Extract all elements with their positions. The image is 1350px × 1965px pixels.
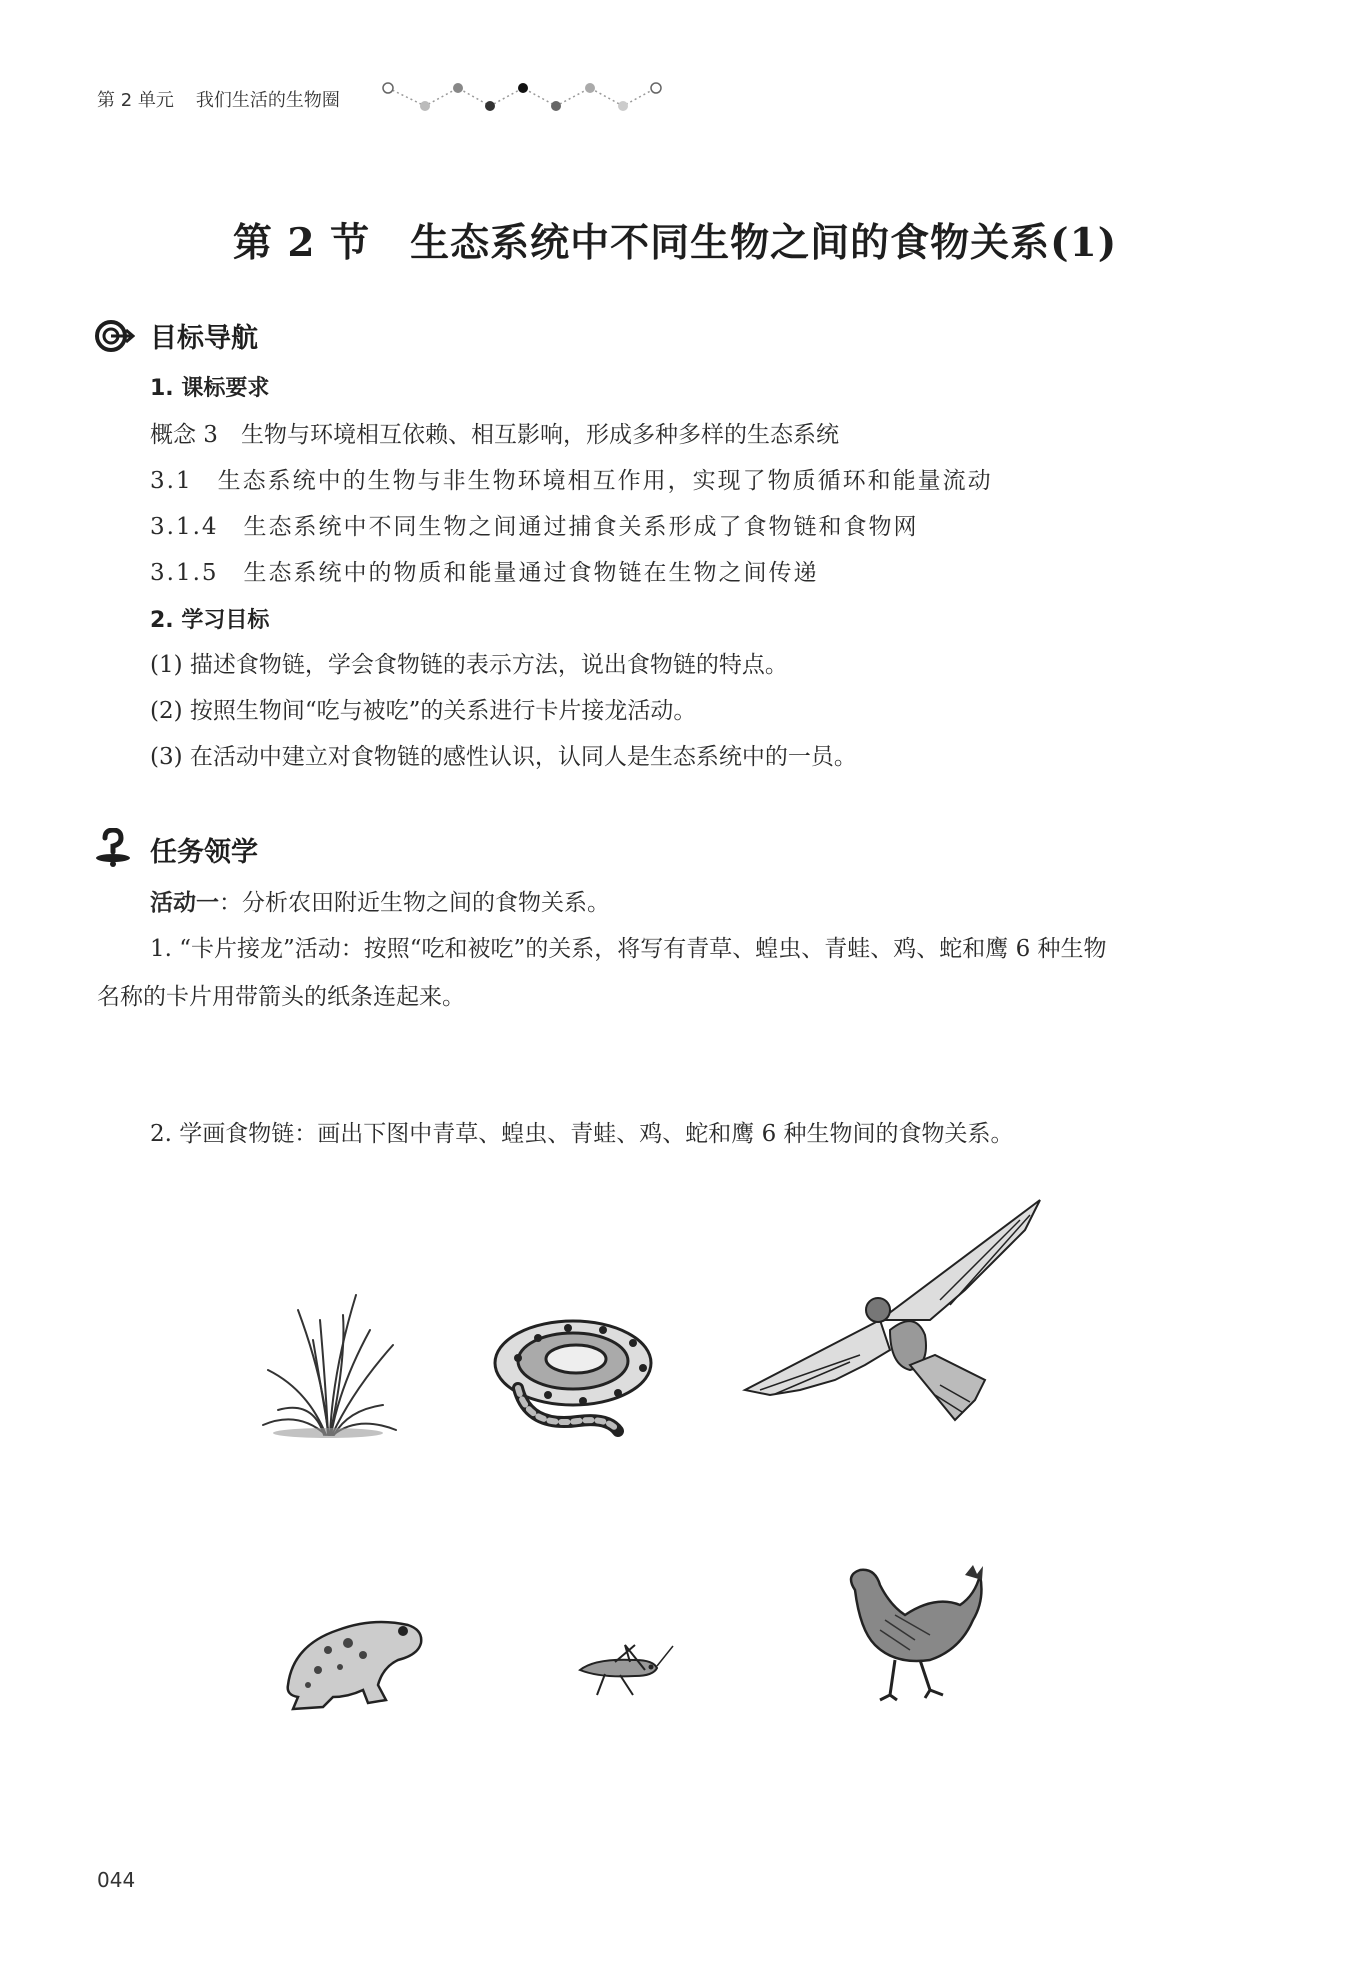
- page-number: 044: [97, 1868, 136, 1892]
- grasshopper-illustration: [575, 1640, 675, 1700]
- frog-illustration: [278, 1605, 428, 1715]
- learning-objectives-label: 2. 学习目标: [150, 608, 270, 633]
- objective-item: (3) 在活动中建立对食物链的感性认识，认同人是生态系统中的一员。: [150, 744, 857, 770]
- activity-line: [150, 884, 610, 917]
- requirement-item: 3.1 生态系统中的生物与非生物环境相互作用，实现了物质循环和能量流动: [150, 468, 993, 494]
- task-icon: [93, 828, 135, 868]
- tasks-heading: 任务领学: [150, 837, 258, 868]
- activity-text: ：分析农田附近生物之间的食物关系。: [219, 890, 610, 916]
- unit-label: 第 2 单元: [97, 90, 174, 111]
- target-icon: [93, 318, 135, 354]
- running-header: [97, 86, 340, 112]
- activity-label: 活动一: [150, 890, 219, 916]
- page-title: 第 2 节 生态系统中不同生物之间的食物关系(1): [232, 220, 1118, 266]
- objective-item: (1) 描述食物链，学会食物链的表示方法，说出食物链的特点。: [150, 652, 788, 678]
- unit-title: 我们生活的生物圈: [195, 90, 340, 111]
- requirement-item: 3.1.4 生态系统中不同生物之间通过捕食关系形成了食物链和食物网: [150, 514, 919, 540]
- grass-illustration: [258, 1290, 398, 1440]
- requirement-item: 3.1.5 生态系统中的物质和能量通过食物链在生物之间传递: [150, 560, 819, 586]
- objective-item: (2) 按照生物间“吃与被吃”的关系进行卡片接龙活动。: [150, 698, 697, 724]
- goals-heading: 目标导航: [150, 323, 258, 354]
- snake-illustration: [488, 1303, 668, 1443]
- concept-line: 概念 3 生物与环境相互依赖、相互影响，形成多种多样的生态系统: [150, 422, 839, 448]
- step1-line2: 名称的卡片用带箭头的纸条连起来。: [97, 984, 465, 1010]
- step2-line: 2. 学画食物链：画出下图中青草、蝗虫、青蛙、鸡、蛇和鹰 6 种生物间的食物关系。: [150, 1121, 1014, 1147]
- chicken-illustration: [835, 1560, 985, 1710]
- header-dots-ornament: [380, 78, 670, 118]
- step1-line1: 1. “卡片接龙”活动：按照“吃和被吃”的关系，将写有青草、蝗虫、青蛙、鸡、蛇和鹰 6 种生物: [150, 936, 1107, 962]
- curriculum-requirements-label: 1. 课标要求: [150, 376, 270, 401]
- hawk-illustration: [740, 1190, 1050, 1430]
